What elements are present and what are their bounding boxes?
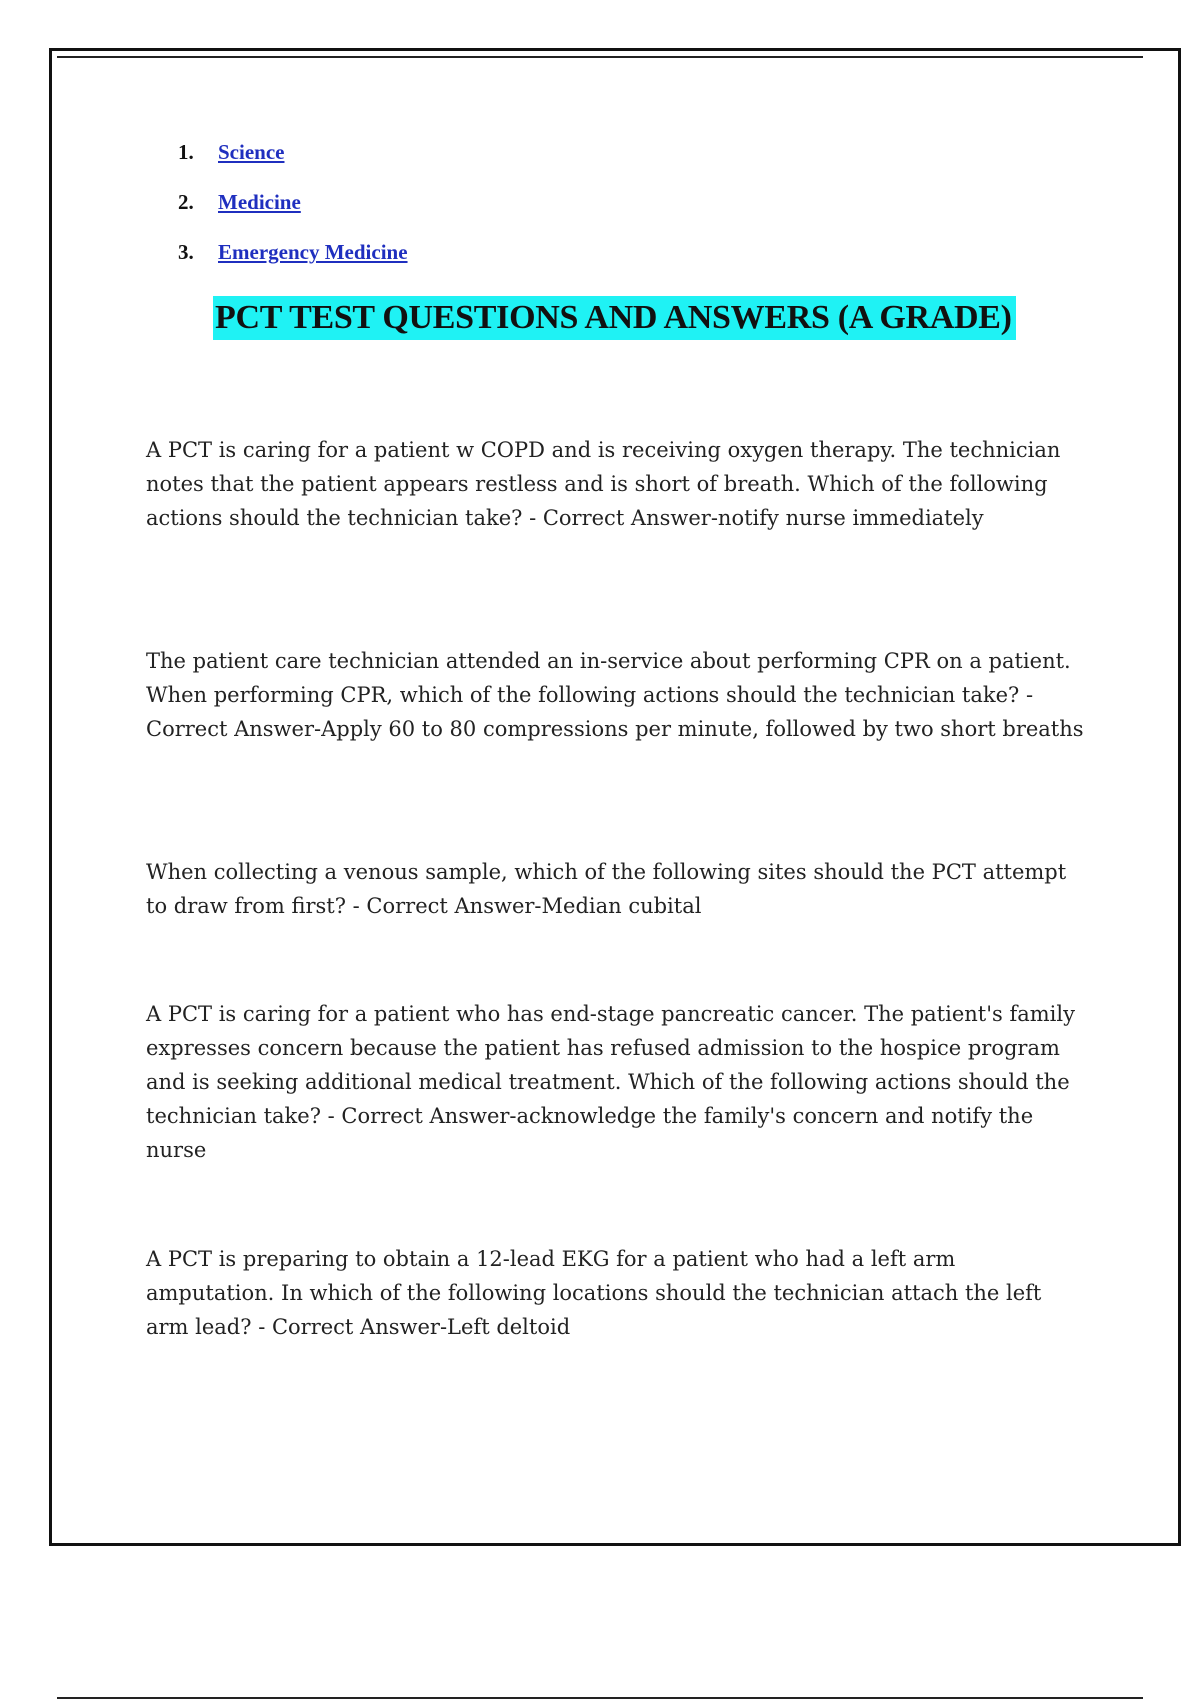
question-answer-5: A PCT is preparing to obtain a 12-lead EKG for a patient who had a left arm amputation. In which of the following locations should the technician attach the left arm lead? - Correct Answer-Left deltoid [146,1247,1042,1339]
breadcrumb-number: 3. [178,240,194,264]
bottom-rule [57,1697,1143,1699]
question-answer-1: A PCT is caring for a patient w COPD and is receiving oxygen therapy. The technician notes that the patient appears restless and is short of breath. Which of the following actions should the technician take? - Correct Answer-notify nurse immediately [146,438,1061,530]
question-answer-4: A PCT is caring for a patient who has end-stage pancreatic cancer. The patient's family expresses concern because the patient has refused admission to the hospice program and is seeking additional medical treatment. Which of the following actions should the technician take? - Correct Answer-acknowledge the family's concern and notify the nurse [146,1002,1075,1162]
breadcrumb-item-science [178,140,408,190]
breadcrumb-number: 1. [178,140,194,164]
breadcrumb-item-medicine [178,190,408,240]
question-answer-2: The patient care technician attended an in-service about performing CPR on a patient. When performing CPR, which of the following actions should the technician take? - Correct Answer-Apply 60 to 80 compressions per minute, followed by two short breaths [146,649,1084,741]
top-rule [57,56,1143,58]
breadcrumb-item-emergency-medicine [178,240,408,290]
breadcrumb-link-science[interactable]: Science [218,140,285,164]
breadcrumb-number: 2. [178,190,194,214]
breadcrumb [178,140,408,290]
page-title: PCT TEST QUESTIONS AND ANSWERS (A GRADE) [213,296,1016,340]
breadcrumb-link-emergency-medicine[interactable]: Emergency Medicine [218,240,408,264]
breadcrumb-link-medicine[interactable]: Medicine [218,190,301,214]
question-answer-3: When collecting a venous sample, which of the following sites should the PCT attempt to draw from first? - Correct Answer-Median cubital [146,860,1067,918]
